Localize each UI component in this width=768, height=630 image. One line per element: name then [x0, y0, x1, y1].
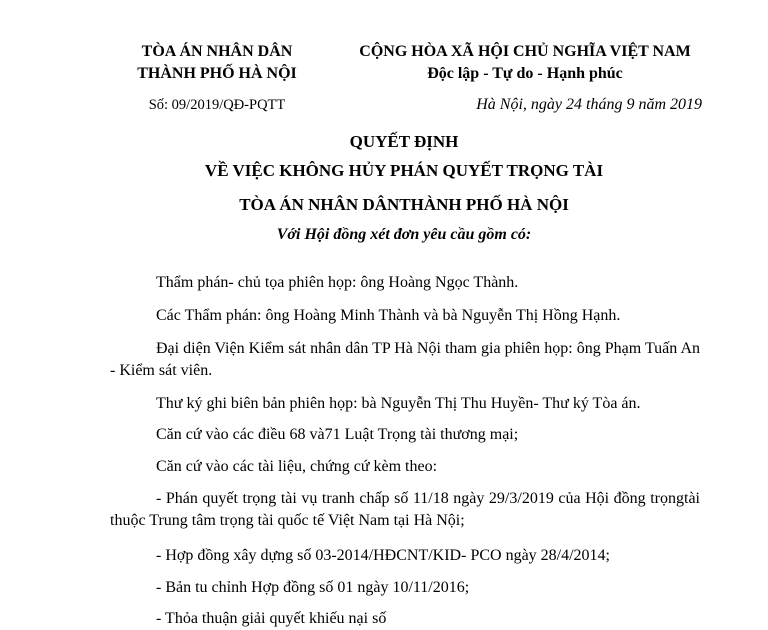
- national-name: CỘNG HÒA XÃ HỘI CHỦ NGHĨA VIỆT NAM: [359, 43, 691, 60]
- paragraph-contract-amendment: - Bản tu chỉnh Hợp đồng số 01 ngày 10/11/2016;: [156, 579, 470, 596]
- paragraph-judges: Các Thẩm phán: ông Hoàng Minh Thành và bà Nguyễn Thị Hồng Hạnh.: [156, 307, 621, 324]
- national-motto: Độc lập - Tự do - Hạnh phúc: [427, 65, 623, 82]
- paragraph-procurator: Đại diện Viện Kiểm sát nhân dân TP Hà Nội tham gia phiên họp: ông Phạm Tuấn An - Kiểm sát viên.: [110, 340, 700, 379]
- issuing-court: TÒA ÁN NHÂN DÂNTHÀNH PHỐ HÀ NỘI: [239, 195, 569, 214]
- paragraph-presiding-judge: Thẩm phán- chủ tọa phiên họp: ông Hoàng Ngọc Thành.: [156, 274, 519, 291]
- court-name-line2: THÀNH PHỐ HÀ NỘI: [137, 65, 297, 82]
- document-title: QUYẾT ĐỊNH: [349, 132, 459, 151]
- paragraph-clerk: Thư ký ghi biên bản phiên họp: bà Nguyễn Thị Thu Huyền- Thư ký Tòa án.: [156, 395, 641, 412]
- document-date: Hà Nội, ngày 24 tháng 9 năm 2019: [476, 96, 702, 113]
- paragraph-evidence-intro: Căn cứ vào các tài liệu, chứng cứ kèm theo:: [156, 458, 438, 475]
- paragraph-construction-contract: - Hợp đồng xây dựng số 03-2014/HĐCNT/KID- PCO ngày 28/4/2014;: [156, 547, 610, 564]
- paragraph-legal-basis: Căn cứ vào các điều 68 và71 Luật Trọng tài thương mại;: [156, 426, 519, 443]
- panel-intro: Với Hội đồng xét đơn yêu cầu gồm có:: [276, 226, 532, 243]
- document-number: Số: 09/2019/QĐ-PQTT: [148, 97, 286, 113]
- court-name-header: [112, 41, 322, 85]
- paragraph-settlement-agreement: - Thỏa thuận giải quyết khiếu nại số: [156, 610, 387, 627]
- court-name-line1: TÒA ÁN NHÂN DÂN: [141, 43, 293, 60]
- national-motto-header: [336, 41, 714, 85]
- paragraph-arbitral-award: - Phán quyết trọng tài vụ tranh chấp số 11/18 ngày 29/3/2019 của Hội đồng trọngtài thuộc Trung tâm trọng tài quốc tế Việt Nam tại Hà Nội;: [110, 490, 700, 529]
- document-subject: VỀ VIỆC KHÔNG HỦY PHÁN QUYẾT TRỌNG TÀI: [204, 161, 604, 180]
